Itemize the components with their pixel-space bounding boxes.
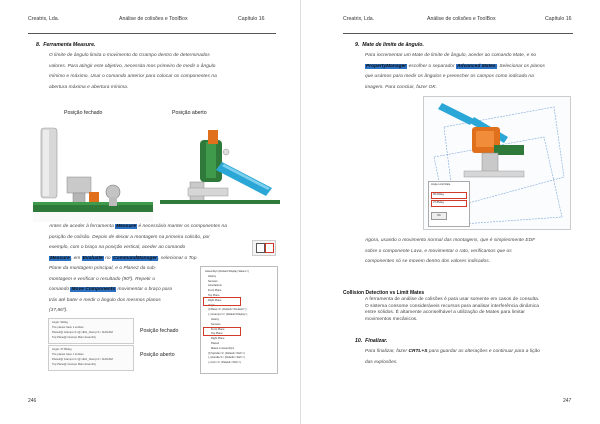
mate-property-panel: [428, 181, 470, 227]
right-page: [300, 0, 600, 424]
tree-item[interactable]: Sensors: [211, 322, 221, 326]
page-number: 247: [563, 398, 572, 404]
header-author: Creatrix, Lda.: [343, 16, 375, 22]
step-8-paragraph: O limite de ângulo limita o movimento do Grampo dentro de determinados valores. Para atingir este objetivo, necessita mos primeiro de medir o ângulo mínimo e máximo. Usar o comando anterior para colocar os componentes na abertura máxima e abertura mínima.: [49, 53, 217, 90]
box-caption-closed: Posição fechado: [140, 328, 179, 334]
ok-button[interactable]: OK: [431, 212, 447, 220]
page-number: 246: [28, 398, 37, 404]
section-paragraph: A ferramenta de análise de colisões é para usar somente em casos de consulta. O sistema consome consideráveis recursos para analisar interferência dinâmica entre sólidos. É altamente aconselhável a utilização de Mates para limitar movimentos mecânicos.: [365, 297, 540, 322]
tree-item[interactable]: Sensors: [208, 279, 218, 283]
tree-item[interactable]: (-) Handle<1> (Default<<Def>>): [208, 356, 245, 360]
step-9-paragraph: Para incrementar um Mate de limite de ângulo, aceder ao comando Mate, e no PropertyManager escolher o separador Advanced Mates. Selecionar os planos que usámos para medir os ângulos e preencher os campos como indicado na imagem. Para concluir, fazer OK.: [365, 53, 545, 90]
tree-item[interactable]: (-) Grampo<1> (Default<Display>): [208, 313, 248, 317]
step-9-result-paragraph: Agora, usando o movimento normal das montagens, que é simplesmente EDF sobre o componente Lava, e movimentar o rato, verificamos que os componentes só se movem dentro dos valores indicados.: [365, 238, 536, 264]
tree-item[interactable]: Top Plane: [211, 332, 223, 336]
tree-item[interactable]: (f) Spindle<1> (Default<<Def>>): [208, 351, 246, 355]
header-title: Análise de colisões e ToolBox: [427, 16, 496, 22]
step-9: 9. Mate de limite de ângulo.: [355, 42, 424, 48]
tree-item[interactable]: Plane2: [211, 341, 220, 345]
caption-open: Posição aberto: [172, 110, 207, 116]
measure-result-open: Angle: 37.86deg The planes have 1 entities Plane2@ Grampo<1>@ HDA_Clamp<1>.SLDASM Top Plane@ Grampo Main Assembly: [48, 345, 134, 371]
panel-title: Angle Limit Mate: [431, 183, 451, 186]
step-10-paragraph: Para finalizar, fazer CRTL+S para guardar as alterações e continuar para a lição das explosões.: [365, 349, 540, 365]
step-8: 8. Ferramenta Measure.: [36, 42, 96, 48]
angle-min-field[interactable]: 37.86deg: [431, 200, 467, 207]
tree-item[interactable]: (-) Arm<1> (Default<<Def>>): [208, 361, 242, 365]
tree-item[interactable]: Top Plane: [208, 293, 220, 297]
header-chapter: Capítulo 16: [238, 16, 265, 22]
clamp-open-image: [160, 122, 280, 222]
header-title: Análise de colisões e ToolBox: [119, 16, 188, 22]
angle-limit-mate-screenshot: [423, 96, 571, 230]
header-author: Creatrix, Lda.: [28, 16, 60, 22]
tree-item[interactable]: Right Plane: [211, 337, 225, 341]
plane2-highlight: [203, 327, 241, 336]
header-rule: [28, 33, 276, 34]
tree-item[interactable]: Mates in Assembly1: [211, 346, 235, 350]
tree-item[interactable]: Annotations: [208, 284, 222, 288]
header-chapter: Capítulo 16: [545, 16, 572, 22]
tree-item[interactable]: Origin: [208, 303, 215, 307]
tree-item[interactable]: History: [208, 274, 217, 278]
tree-item[interactable]: History: [211, 317, 220, 321]
caption-closed: Posição fechado: [64, 110, 103, 116]
box-caption-open: Posição aberto: [140, 352, 175, 358]
tree-item[interactable]: Right Plane: [208, 298, 222, 302]
tree-item[interactable]: Front Plane: [208, 289, 222, 293]
measure-result-closed: Angle: 90deg The planes have 1 entities Plane2@ Grampo<1>@ HDA_Clamp<1>.SLDASM Top Plane@ Grampo Main Assembly: [48, 318, 134, 344]
tree-item[interactable]: (f) Base<1> (Default<<Default>>): [208, 308, 247, 312]
section-heading: Collision Detection vs Limit Mates: [343, 290, 425, 296]
clamp-closed-image: [33, 122, 153, 222]
angle-max-field[interactable]: 90.00deg: [431, 192, 467, 199]
tree-item[interactable]: Front Plane: [211, 327, 225, 331]
top-plane-highlight: [203, 297, 241, 306]
tree-item[interactable]: Assembly1 (Default<Display State-1>): [205, 270, 249, 273]
measure-command-icon: [252, 240, 276, 256]
step-10: 10. Finalizar.: [355, 338, 388, 344]
header-rule: [343, 33, 573, 34]
step-8-measure-paragraph: Antes de aceder à ferramenta Measure é necessário manter os componentes na posição de colisão. Depois de deixar a montagem na primeira colisão, por exemplo, com o braço na posição vertical, aceder ao comando Measure, em Evaluate no CommandManager, selecionar o Top Plane da montagem principal, e o Plane2 da sub- montagem e verificar o resultado (90º). Repetir o comando Move Components movimentar o braço para trás até bater e medir o ângulo dos mesmos planos (37,86º).: [49, 224, 227, 313]
feature-tree-panel: [200, 266, 278, 374]
